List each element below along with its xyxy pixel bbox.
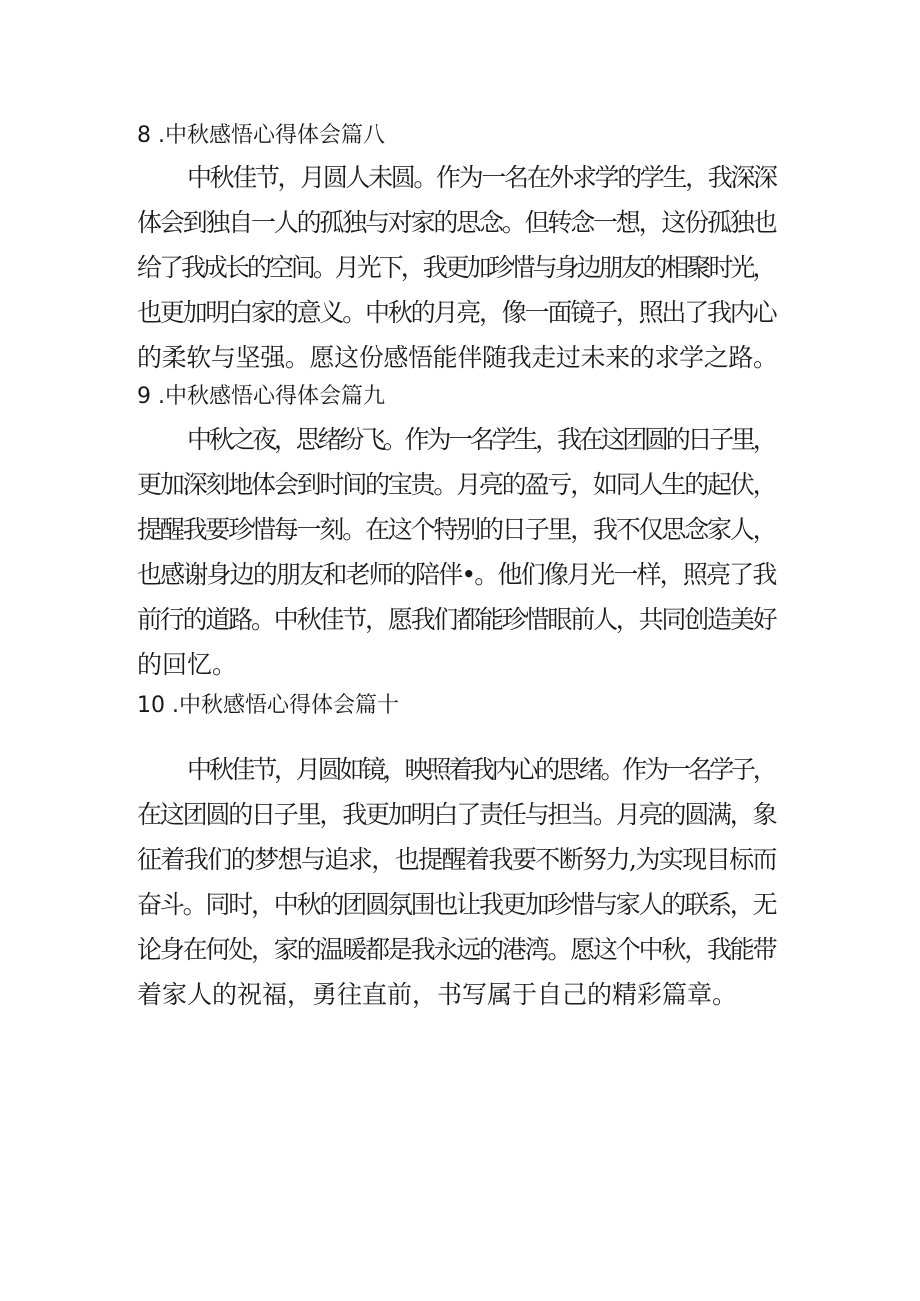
section-9-title: 9 .中秋感悟心得体会篇九 — [137, 384, 385, 409]
section-8-line-5: 的柔软与坚强。愿这份感悟能伴随我走过未来的求学之路。 — [137, 343, 778, 372]
section-8-title: 8 .中秋感悟心得体会篇八 — [137, 123, 385, 148]
section-10-line-1: 中秋佳节，月圆如镜，映照着我内心的思绪。作为一名学子， — [187, 755, 775, 784]
section-10-line-6: 着家人的祝福，勇往直前，书写属于自己的精彩篇章。 — [137, 980, 738, 1009]
section-9-line-6: 的回忆。 — [137, 650, 238, 679]
section-8-line-4: 也更加明白家的意义。中秋的月亮，像一面镜子，照出了我内心 — [137, 298, 776, 327]
section-10-line-2: 在这团圆的日子里，我更加明白了责任与担当。月亮的圆满，象 — [137, 800, 776, 829]
section-10-line-5: 论身在何处，家的温暖都是我永远的港湾。愿这个中秋，我能带 — [137, 935, 776, 964]
section-9-line-4: 也感谢身边的朋友和老师的陪伴•。他们像月光一样，照亮了我 — [137, 560, 776, 589]
section-9-line-3: 提醒我要珍惜每一刻。在这个特别的日子里，我不仅思念家人， — [137, 515, 776, 544]
section-10-title: 10 .中秋感悟心得体会篇十 — [137, 693, 399, 718]
section-9-line-5: 前行的道路。中秋佳节，愿我们都能珍惜眼前人，共同创造美好 — [137, 605, 776, 634]
section-8-line-2: 体会到独自一人的孤独与对家的思念。但转念一想，这份孤独也 — [137, 208, 776, 237]
section-10-line-3: 征着我们的梦想与追求，也提醒着我要不断努力,为实现目标而 — [137, 845, 776, 874]
section-9-line-1: 中秋之夜，思绪纷飞。作为一名学生，我在这团圆的日子里， — [187, 425, 775, 454]
section-8-line-3: 给了我成长的空间。月光下，我更加珍惜与身边朋友的相聚时光， — [137, 253, 775, 282]
section-8-line-1: 中秋佳节，月圆人未圆。作为一名在外求学的学生，我深深 — [187, 163, 776, 192]
section-10-line-4: 奋斗。同时，中秋的团圆氛围也让我更加珍惜与家人的联系，无 — [137, 890, 776, 919]
section-9-line-2: 更加深刻地体会到时间的宝贵。月亮的盈亏，如同人生的起伏， — [137, 470, 776, 499]
